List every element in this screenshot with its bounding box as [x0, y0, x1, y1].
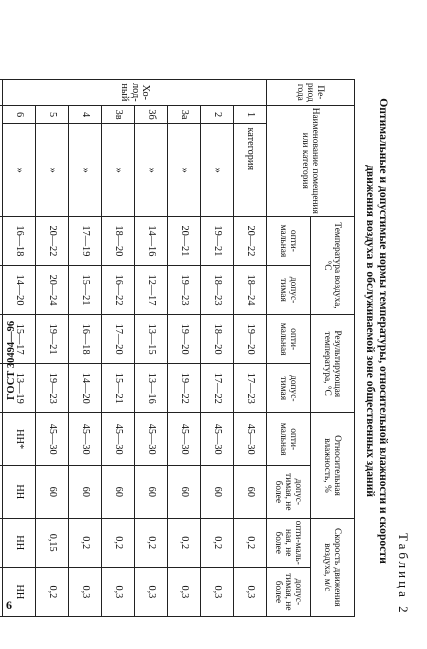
cell-humidity-perm: 60 — [36, 466, 69, 519]
cell-result-temp-perm: 19—22 — [168, 364, 201, 413]
cell-speed-opt: 0,2 — [69, 518, 102, 567]
cell-result-temp-perm: 17—22 — [201, 364, 234, 413]
cell-speed-opt: 0,2 — [102, 518, 135, 567]
row-period-empty — [0, 80, 3, 106]
cell-air-temp-perm: 19—23 — [168, 265, 201, 314]
cell-result-temp-perm — [0, 364, 3, 413]
cell-speed-perm: НН — [3, 567, 36, 616]
table-row — [69, 80, 102, 617]
cell-air-temp-perm: 12—17 — [135, 265, 168, 314]
cell-humidity-opt: 45—30 — [168, 413, 201, 466]
cell-humidity-opt: 45—30 — [36, 413, 69, 466]
cell-humidity-perm: 60 — [201, 466, 234, 519]
subheader-result-temp-permissible: допус-тимая — [267, 364, 311, 413]
cell-result-temp-opt: 19—20 — [168, 315, 201, 364]
subheader-air-temp-permissible: допус-тимая — [267, 265, 311, 314]
subheader-speed-optimal: опти-маль-ная, не более — [267, 518, 311, 567]
row-name: » — [168, 124, 201, 216]
subheader-result-temp-optimal: опти-мальная — [267, 315, 311, 364]
cell-humidity-perm: 60 — [234, 466, 267, 519]
document-code: ГОСТ 30494—96 — [6, 320, 17, 400]
table-row — [102, 80, 135, 617]
table-row — [168, 80, 201, 617]
header-air-temp: Температура воздуха, °С — [311, 216, 355, 314]
cell-air-temp-opt: 20—21 — [168, 216, 201, 265]
header-room: Наименование помещения или категория — [267, 105, 355, 216]
cell-air-temp-perm: 18—24 — [234, 265, 267, 314]
row-num: 5 — [36, 105, 69, 124]
cell-result-temp-perm: 13—16 — [135, 364, 168, 413]
cell-humidity-perm: 60 — [102, 466, 135, 519]
norms-table — [0, 79, 355, 617]
cell-result-temp-perm: 17—23 — [234, 364, 267, 413]
cell-result-temp-opt: 19—21 — [36, 315, 69, 364]
cell-speed-opt: НН — [3, 518, 36, 567]
table-caption-line-2: движения воздуха в обслуживаемой зоне общественных зданий — [364, 165, 377, 497]
cell-speed-opt — [0, 518, 3, 567]
cell-result-temp-opt: 16—18 — [69, 315, 102, 364]
cell-air-temp-perm: 20—24 — [36, 265, 69, 314]
row-num: 1 — [234, 105, 267, 124]
cell-humidity-perm: НН — [3, 466, 36, 519]
cell-air-temp-opt: 14—16 — [135, 216, 168, 265]
cell-result-temp-perm: 15—21 — [102, 364, 135, 413]
row-name: категория — [234, 124, 267, 216]
cell-speed-opt: 0,2 — [168, 518, 201, 567]
cell-humidity-opt — [0, 413, 3, 466]
cell-result-temp-perm: 19—23 — [36, 364, 69, 413]
cell-humidity-perm: 60 — [135, 466, 168, 519]
cell-air-temp-opt: 20—22 — [36, 216, 69, 265]
cell-speed-perm: 0,3 — [102, 567, 135, 616]
subheader-humidity-optimal: опти-мальная — [267, 413, 311, 466]
cell-humidity-opt: НН* — [3, 413, 36, 466]
cell-air-temp-opt: 17—19 — [69, 216, 102, 265]
cell-air-temp-opt: 18—20 — [102, 216, 135, 265]
row-name: » — [69, 124, 102, 216]
page-number: 6 — [6, 598, 12, 612]
row-name — [0, 105, 3, 216]
cell-speed-perm: 0,3 — [135, 567, 168, 616]
row-name: » — [135, 124, 168, 216]
row-num: 2 — [201, 105, 234, 124]
table-row — [36, 80, 69, 617]
table-row — [234, 80, 267, 617]
cell-humidity-opt: 45—30 — [234, 413, 267, 466]
period-cold: Хо-лод-ный — [3, 80, 267, 106]
cell-air-temp-opt: 20—22 — [234, 216, 267, 265]
row-name: » — [102, 124, 135, 216]
cell-air-temp-perm: 18—23 — [201, 265, 234, 314]
cell-speed-opt: 0,2 — [234, 518, 267, 567]
cell-speed-perm: 0,3 — [168, 567, 201, 616]
cell-humidity-opt: 45—30 — [102, 413, 135, 466]
cell-humidity-perm — [0, 466, 3, 519]
table-row — [0, 80, 3, 617]
cell-humidity-perm: 60 — [69, 466, 102, 519]
header-humidity: Относительная влажность, % — [311, 413, 355, 518]
cell-result-temp-opt: 19—20 — [234, 315, 267, 364]
cell-result-temp-perm: 13—19 — [3, 364, 36, 413]
cell-air-temp-perm — [0, 265, 3, 314]
cell-speed-perm — [0, 567, 3, 616]
subheader-humidity-permissible: допус-тимая, не более — [267, 466, 311, 519]
table-caption-line-1: Оптимальные и допустимые нормы температуры, относительной влажности и скорости — [377, 98, 390, 564]
header-period: Пе-риод года — [267, 80, 355, 106]
row-num: 3в — [102, 105, 135, 124]
cell-air-temp-perm: 15—21 — [69, 265, 102, 314]
row-num: 4 — [69, 105, 102, 124]
row-name: » — [201, 124, 234, 216]
cell-humidity-opt: 45—30 — [135, 413, 168, 466]
cell-speed-opt: 0,2 — [135, 518, 168, 567]
row-num: 3а — [168, 105, 201, 124]
cell-speed-opt: 0,15 — [36, 518, 69, 567]
cell-result-temp-opt: 15—17 — [3, 315, 36, 364]
row-num: 3б — [135, 105, 168, 124]
cell-speed-perm: 0,3 — [201, 567, 234, 616]
cell-speed-perm: 0,3 — [69, 567, 102, 616]
table-row — [201, 80, 234, 617]
cell-speed-perm: 0,2 — [36, 567, 69, 616]
cell-humidity-opt: 45—30 — [201, 413, 234, 466]
cell-speed-perm: 0,3 — [234, 567, 267, 616]
cell-result-temp-perm: 14—20 — [69, 364, 102, 413]
cell-result-temp-opt — [0, 315, 3, 364]
header-air-speed: Скорость движения воздуха, м/с — [311, 518, 355, 616]
subheader-speed-permissible: допус-тимая, не более — [267, 567, 311, 616]
cell-air-temp-opt — [0, 216, 3, 265]
cell-air-temp-perm: 16—22 — [102, 265, 135, 314]
cell-air-temp-opt: 19—21 — [201, 216, 234, 265]
row-name: » — [36, 124, 69, 216]
cell-speed-opt: 0,2 — [201, 518, 234, 567]
row-name: » — [3, 124, 36, 216]
cell-humidity-perm: 60 — [168, 466, 201, 519]
cell-humidity-opt: 45—30 — [69, 413, 102, 466]
subheader-air-temp-optimal: опти-мальная — [267, 216, 311, 265]
cell-air-temp-opt: 16—18 — [3, 216, 36, 265]
row-num: 6 — [3, 105, 36, 124]
cell-air-temp-perm: 14—20 — [3, 265, 36, 314]
cell-result-temp-opt: 13—15 — [135, 315, 168, 364]
cell-result-temp-opt: 17—20 — [102, 315, 135, 364]
cell-result-temp-opt: 18—20 — [201, 315, 234, 364]
table-label: Таблица 2 — [396, 533, 411, 616]
table-row — [135, 80, 168, 617]
header-result-temp: Результирующая температура, °С — [311, 315, 355, 413]
